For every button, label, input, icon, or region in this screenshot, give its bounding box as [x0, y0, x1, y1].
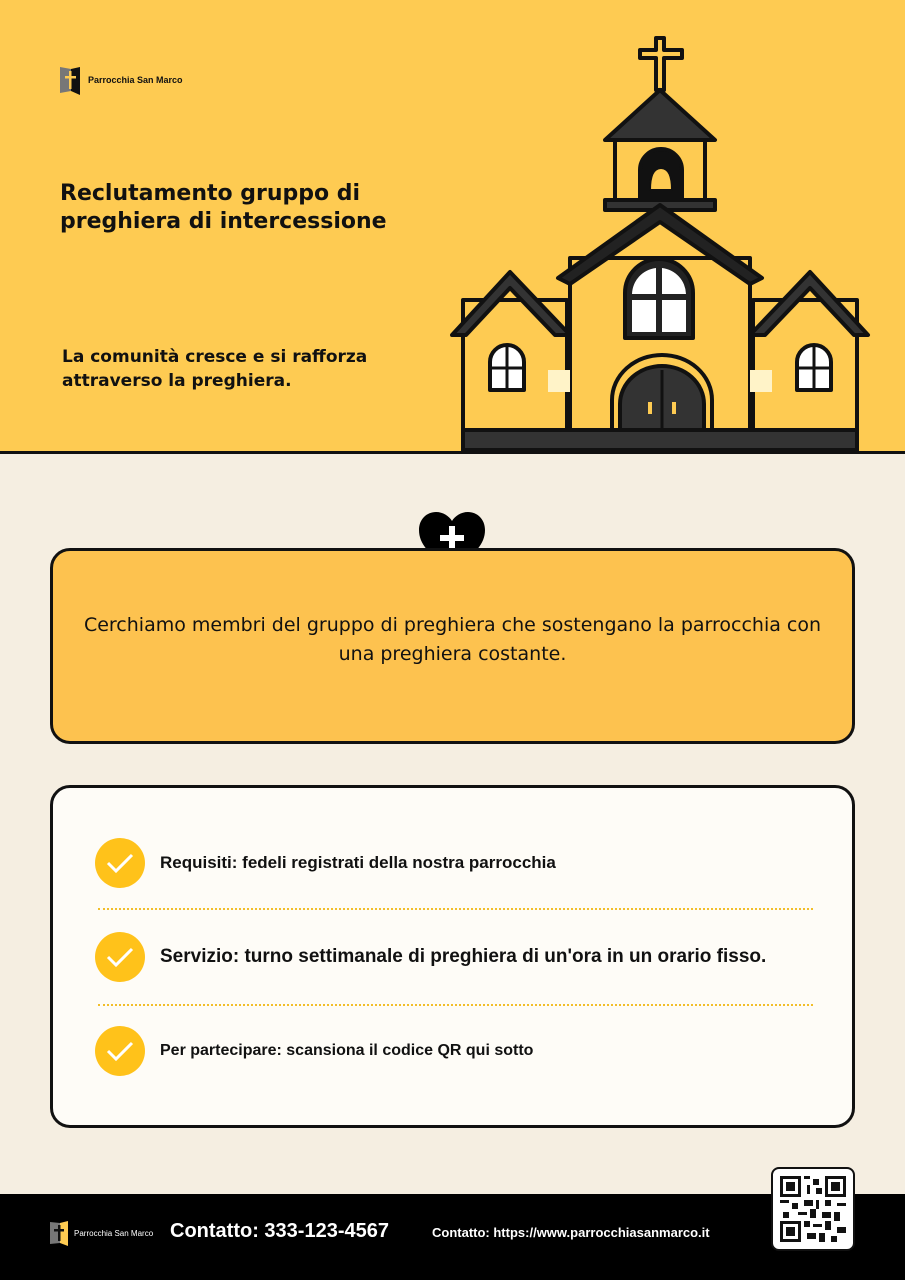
- footer-phone: Contatto: 333-123-4567: [170, 1220, 389, 1242]
- page-subtitle: La comunità cresce e si rafforza attraverso la preghiera.: [62, 347, 368, 391]
- qr-code-icon: [780, 1176, 846, 1242]
- divider: [98, 908, 813, 910]
- parish-logo-icon: [50, 1220, 68, 1246]
- check-icon: [95, 932, 145, 982]
- church-illustration: [440, 30, 880, 454]
- parish-logo-icon: [60, 65, 80, 95]
- footer-brand: [50, 1220, 153, 1246]
- hero-banner: [0, 0, 905, 454]
- list-item-text: Servizio: turno settimanale di preghiera di un'ora in un orario fisso.: [160, 946, 767, 967]
- footer: [0, 1194, 905, 1280]
- page-title: Reclutamento gruppo di preghiera di intercessione: [60, 181, 387, 234]
- list-item-text: Requisiti: fedeli registrati della nostra parrocchia: [160, 853, 556, 872]
- check-icon: [95, 1026, 145, 1076]
- details-card: [50, 785, 855, 1128]
- mission-text: Cerchiamo membri del gruppo di preghiera che sostengano la parrocchia con una preghiera costante.: [83, 614, 822, 665]
- divider: [98, 1004, 813, 1006]
- brand-logo: [60, 65, 183, 95]
- footer-website[interactable]: Contatto: https://www.parrocchiasanmarco.it: [432, 1225, 710, 1240]
- mission-card: [50, 548, 855, 744]
- brand-name: Parrocchia San Marco: [88, 75, 183, 85]
- footer-brand-name: Parrocchia San Marco: [74, 1228, 154, 1238]
- list-item: [95, 838, 556, 888]
- list-item: [95, 1026, 533, 1076]
- check-icon: [95, 838, 145, 888]
- qr-code[interactable]: [771, 1167, 855, 1251]
- list-item-text: Per partecipare: scansiona il codice QR qui sotto: [160, 1042, 534, 1059]
- list-item: [95, 932, 766, 982]
